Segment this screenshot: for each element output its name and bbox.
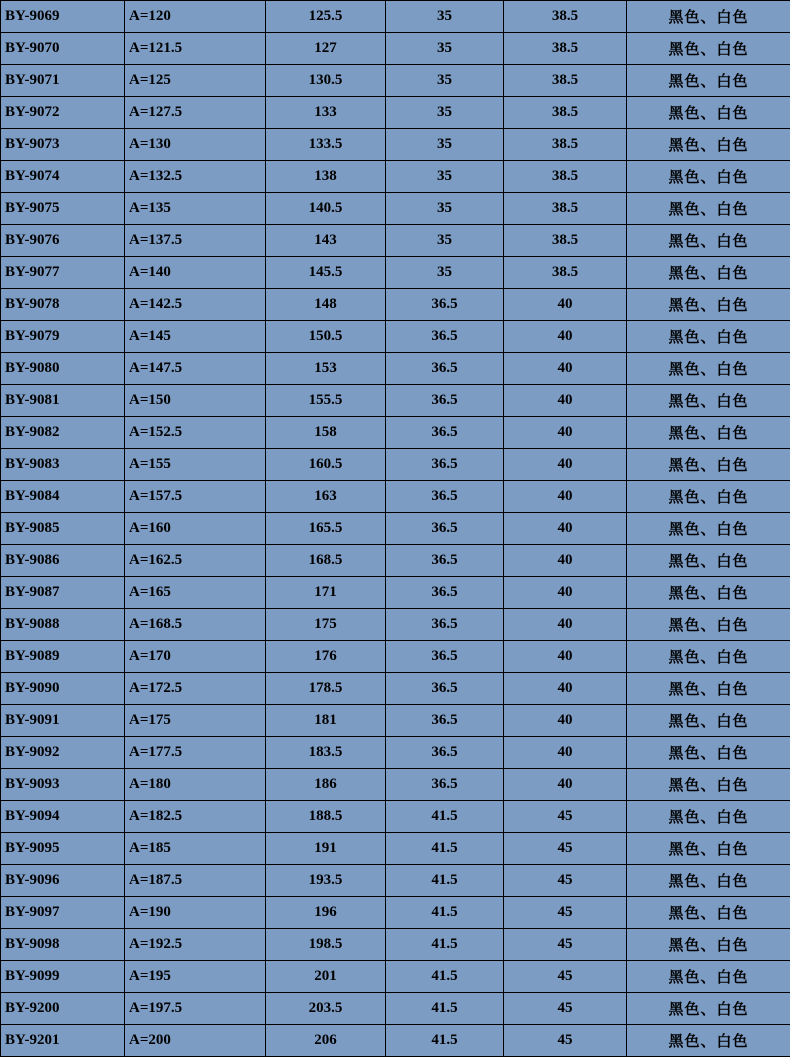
- cell-code: A=121.5: [125, 33, 266, 65]
- cell-dim-b: 41.5: [386, 865, 504, 897]
- cell-colors: 黑色、白色: [627, 449, 790, 481]
- table-row: [1, 385, 790, 417]
- table-row: [1, 577, 790, 609]
- cell-dim-b: 36.5: [386, 449, 504, 481]
- cell-colors: 黑色、白色: [627, 737, 790, 769]
- cell-dim-c: 45: [504, 833, 627, 865]
- table-row: [1, 929, 790, 961]
- cell-code: A=160: [125, 513, 266, 545]
- cell-dim-a: 178.5: [266, 673, 386, 705]
- cell-code: A=127.5: [125, 97, 266, 129]
- cell-dim-c: 40: [504, 705, 627, 737]
- cell-dim-a: 203.5: [266, 993, 386, 1025]
- table-row: [1, 737, 790, 769]
- cell-dim-a: 158: [266, 417, 386, 449]
- cell-colors: 黑色、白色: [627, 641, 790, 673]
- table-row: [1, 1025, 790, 1057]
- cell-model: BY-9084: [1, 481, 125, 513]
- cell-dim-a: 130.5: [266, 65, 386, 97]
- cell-dim-b: 35: [386, 129, 504, 161]
- table-row: [1, 353, 790, 385]
- cell-colors: 黑色、白色: [627, 289, 790, 321]
- cell-dim-a: 125.5: [266, 1, 386, 33]
- cell-dim-c: 38.5: [504, 1, 627, 33]
- cell-dim-a: 163: [266, 481, 386, 513]
- cell-dim-c: 40: [504, 609, 627, 641]
- cell-dim-b: 36.5: [386, 353, 504, 385]
- cell-code: A=177.5: [125, 737, 266, 769]
- cell-model: BY-9079: [1, 321, 125, 353]
- cell-code: A=142.5: [125, 289, 266, 321]
- cell-dim-b: 35: [386, 225, 504, 257]
- cell-dim-c: 45: [504, 961, 627, 993]
- table-row: [1, 449, 790, 481]
- cell-dim-b: 41.5: [386, 929, 504, 961]
- cell-dim-c: 40: [504, 417, 627, 449]
- cell-model: BY-9090: [1, 673, 125, 705]
- cell-dim-a: 143: [266, 225, 386, 257]
- cell-code: A=152.5: [125, 417, 266, 449]
- cell-dim-c: 40: [504, 769, 627, 801]
- cell-dim-a: 183.5: [266, 737, 386, 769]
- cell-dim-b: 41.5: [386, 961, 504, 993]
- cell-dim-b: 36.5: [386, 417, 504, 449]
- cell-model: BY-9201: [1, 1025, 125, 1057]
- cell-code: A=165: [125, 577, 266, 609]
- cell-colors: 黑色、白色: [627, 225, 790, 257]
- cell-dim-b: 35: [386, 161, 504, 193]
- cell-dim-a: 165.5: [266, 513, 386, 545]
- table-row: [1, 801, 790, 833]
- cell-model: BY-9070: [1, 33, 125, 65]
- cell-code: A=162.5: [125, 545, 266, 577]
- cell-dim-c: 40: [504, 641, 627, 673]
- cell-model: BY-9096: [1, 865, 125, 897]
- cell-dim-a: 145.5: [266, 257, 386, 289]
- cell-model: BY-9071: [1, 65, 125, 97]
- table-body: [1, 1, 790, 1057]
- cell-dim-a: 168.5: [266, 545, 386, 577]
- cell-dim-a: 148: [266, 289, 386, 321]
- cell-dim-c: 38.5: [504, 225, 627, 257]
- cell-dim-b: 36.5: [386, 481, 504, 513]
- cell-dim-c: 45: [504, 1025, 627, 1057]
- cell-colors: 黑色、白色: [627, 705, 790, 737]
- cell-model: BY-9087: [1, 577, 125, 609]
- table-row: [1, 97, 790, 129]
- cell-dim-c: 45: [504, 801, 627, 833]
- cell-dim-b: 36.5: [386, 641, 504, 673]
- cell-dim-c: 40: [504, 673, 627, 705]
- cell-code: A=147.5: [125, 353, 266, 385]
- cell-colors: 黑色、白色: [627, 577, 790, 609]
- cell-code: A=145: [125, 321, 266, 353]
- cell-colors: 黑色、白色: [627, 961, 790, 993]
- cell-dim-b: 36.5: [386, 545, 504, 577]
- cell-colors: 黑色、白色: [627, 33, 790, 65]
- cell-dim-c: 38.5: [504, 161, 627, 193]
- cell-code: A=120: [125, 1, 266, 33]
- cell-dim-c: 40: [504, 545, 627, 577]
- cell-dim-b: 36.5: [386, 705, 504, 737]
- cell-dim-b: 41.5: [386, 993, 504, 1025]
- table-row: [1, 993, 790, 1025]
- cell-model: BY-9080: [1, 353, 125, 385]
- table-row: [1, 481, 790, 513]
- cell-model: BY-9077: [1, 257, 125, 289]
- cell-dim-c: 40: [504, 481, 627, 513]
- cell-code: A=137.5: [125, 225, 266, 257]
- table-row: [1, 641, 790, 673]
- cell-code: A=185: [125, 833, 266, 865]
- cell-code: A=200: [125, 1025, 266, 1057]
- cell-colors: 黑色、白色: [627, 833, 790, 865]
- cell-code: A=182.5: [125, 801, 266, 833]
- cell-model: BY-9075: [1, 193, 125, 225]
- cell-model: BY-9095: [1, 833, 125, 865]
- cell-dim-a: 186: [266, 769, 386, 801]
- cell-code: A=135: [125, 193, 266, 225]
- table-row: [1, 513, 790, 545]
- cell-code: A=130: [125, 129, 266, 161]
- cell-dim-a: 160.5: [266, 449, 386, 481]
- cell-dim-b: 36.5: [386, 513, 504, 545]
- cell-dim-a: 150.5: [266, 321, 386, 353]
- cell-dim-a: 140.5: [266, 193, 386, 225]
- cell-code: A=168.5: [125, 609, 266, 641]
- table-row: [1, 33, 790, 65]
- cell-dim-c: 38.5: [504, 257, 627, 289]
- cell-dim-c: 38.5: [504, 129, 627, 161]
- cell-model: BY-9098: [1, 929, 125, 961]
- cell-colors: 黑色、白色: [627, 1, 790, 33]
- table-row: [1, 129, 790, 161]
- cell-code: A=195: [125, 961, 266, 993]
- cell-dim-a: 176: [266, 641, 386, 673]
- cell-dim-b: 35: [386, 193, 504, 225]
- cell-dim-b: 36.5: [386, 577, 504, 609]
- table-row: [1, 833, 790, 865]
- cell-dim-a: 206: [266, 1025, 386, 1057]
- cell-colors: 黑色、白色: [627, 801, 790, 833]
- cell-colors: 黑色、白色: [627, 513, 790, 545]
- cell-colors: 黑色、白色: [627, 65, 790, 97]
- cell-colors: 黑色、白色: [627, 481, 790, 513]
- cell-model: BY-9082: [1, 417, 125, 449]
- cell-dim-a: 153: [266, 353, 386, 385]
- cell-dim-a: 133: [266, 97, 386, 129]
- cell-model: BY-9074: [1, 161, 125, 193]
- cell-colors: 黑色、白色: [627, 929, 790, 961]
- cell-dim-a: 175: [266, 609, 386, 641]
- cell-colors: 黑色、白色: [627, 609, 790, 641]
- cell-dim-c: 40: [504, 577, 627, 609]
- cell-dim-b: 35: [386, 1, 504, 33]
- cell-colors: 黑色、白色: [627, 385, 790, 417]
- cell-model: BY-9069: [1, 1, 125, 33]
- cell-colors: 黑色、白色: [627, 673, 790, 705]
- cell-code: A=190: [125, 897, 266, 929]
- table-row: [1, 897, 790, 929]
- table-row: [1, 609, 790, 641]
- cell-model: BY-9094: [1, 801, 125, 833]
- cell-dim-c: 40: [504, 737, 627, 769]
- cell-dim-b: 36.5: [386, 609, 504, 641]
- cell-colors: 黑色、白色: [627, 865, 790, 897]
- cell-code: A=197.5: [125, 993, 266, 1025]
- cell-dim-a: 201: [266, 961, 386, 993]
- cell-model: BY-9093: [1, 769, 125, 801]
- table-row: [1, 321, 790, 353]
- cell-colors: 黑色、白色: [627, 769, 790, 801]
- cell-dim-b: 36.5: [386, 289, 504, 321]
- cell-colors: 黑色、白色: [627, 1025, 790, 1057]
- cell-dim-c: 40: [504, 385, 627, 417]
- cell-dim-b: 35: [386, 33, 504, 65]
- cell-dim-b: 36.5: [386, 321, 504, 353]
- cell-model: BY-9083: [1, 449, 125, 481]
- table-row: [1, 865, 790, 897]
- cell-code: A=175: [125, 705, 266, 737]
- cell-model: BY-9088: [1, 609, 125, 641]
- cell-dim-c: 38.5: [504, 65, 627, 97]
- cell-dim-b: 35: [386, 97, 504, 129]
- table-row: [1, 161, 790, 193]
- cell-dim-b: 35: [386, 257, 504, 289]
- table-row: [1, 225, 790, 257]
- cell-dim-c: 38.5: [504, 33, 627, 65]
- cell-colors: 黑色、白色: [627, 129, 790, 161]
- cell-dim-c: 45: [504, 929, 627, 961]
- cell-dim-c: 45: [504, 897, 627, 929]
- cell-model: BY-9081: [1, 385, 125, 417]
- cell-dim-b: 36.5: [386, 673, 504, 705]
- cell-dim-b: 41.5: [386, 1025, 504, 1057]
- cell-dim-c: 40: [504, 353, 627, 385]
- cell-model: BY-9092: [1, 737, 125, 769]
- cell-dim-b: 41.5: [386, 801, 504, 833]
- cell-code: A=170: [125, 641, 266, 673]
- cell-model: BY-9089: [1, 641, 125, 673]
- cell-dim-a: 198.5: [266, 929, 386, 961]
- cell-dim-a: 191: [266, 833, 386, 865]
- table-row: [1, 1, 790, 33]
- cell-dim-a: 181: [266, 705, 386, 737]
- table-row: [1, 769, 790, 801]
- table-row: [1, 289, 790, 321]
- cell-dim-a: 196: [266, 897, 386, 929]
- cell-dim-c: 40: [504, 289, 627, 321]
- cell-dim-b: 36.5: [386, 737, 504, 769]
- cell-code: A=125: [125, 65, 266, 97]
- cell-code: A=157.5: [125, 481, 266, 513]
- table-row: [1, 193, 790, 225]
- cell-code: A=192.5: [125, 929, 266, 961]
- cell-dim-c: 40: [504, 513, 627, 545]
- table-row: [1, 257, 790, 289]
- cell-code: A=132.5: [125, 161, 266, 193]
- cell-model: BY-9078: [1, 289, 125, 321]
- cell-colors: 黑色、白色: [627, 897, 790, 929]
- cell-model: BY-9086: [1, 545, 125, 577]
- cell-model: BY-9091: [1, 705, 125, 737]
- table-row: [1, 705, 790, 737]
- cell-colors: 黑色、白色: [627, 161, 790, 193]
- cell-dim-a: 171: [266, 577, 386, 609]
- cell-colors: 黑色、白色: [627, 353, 790, 385]
- table-row: [1, 961, 790, 993]
- cell-dim-a: 138: [266, 161, 386, 193]
- cell-code: A=140: [125, 257, 266, 289]
- cell-dim-a: 155.5: [266, 385, 386, 417]
- cell-model: BY-9085: [1, 513, 125, 545]
- cell-colors: 黑色、白色: [627, 321, 790, 353]
- cell-code: A=150: [125, 385, 266, 417]
- cell-dim-b: 36.5: [386, 385, 504, 417]
- cell-dim-b: 36.5: [386, 769, 504, 801]
- table-row: [1, 673, 790, 705]
- cell-colors: 黑色、白色: [627, 417, 790, 449]
- cell-dim-c: 45: [504, 993, 627, 1025]
- cell-colors: 黑色、白色: [627, 97, 790, 129]
- cell-code: A=172.5: [125, 673, 266, 705]
- cell-dim-a: 188.5: [266, 801, 386, 833]
- cell-dim-c: 38.5: [504, 97, 627, 129]
- cell-model: BY-9073: [1, 129, 125, 161]
- cell-colors: 黑色、白色: [627, 545, 790, 577]
- cell-model: BY-9099: [1, 961, 125, 993]
- cell-dim-c: 40: [504, 449, 627, 481]
- cell-dim-b: 41.5: [386, 897, 504, 929]
- cell-code: A=155: [125, 449, 266, 481]
- cell-colors: 黑色、白色: [627, 193, 790, 225]
- cell-dim-c: 38.5: [504, 193, 627, 225]
- cell-model: BY-9072: [1, 97, 125, 129]
- cell-dim-a: 133.5: [266, 129, 386, 161]
- table-row: [1, 545, 790, 577]
- cell-model: BY-9200: [1, 993, 125, 1025]
- cell-colors: 黑色、白色: [627, 993, 790, 1025]
- cell-dim-c: 40: [504, 321, 627, 353]
- table-row: [1, 417, 790, 449]
- cell-dim-c: 45: [504, 865, 627, 897]
- cell-model: BY-9076: [1, 225, 125, 257]
- cell-dim-b: 35: [386, 65, 504, 97]
- cell-dim-a: 127: [266, 33, 386, 65]
- cell-colors: 黑色、白色: [627, 257, 790, 289]
- cell-code: A=180: [125, 769, 266, 801]
- cell-dim-b: 41.5: [386, 833, 504, 865]
- cell-dim-a: 193.5: [266, 865, 386, 897]
- cell-model: BY-9097: [1, 897, 125, 929]
- cell-code: A=187.5: [125, 865, 266, 897]
- table-row: [1, 65, 790, 97]
